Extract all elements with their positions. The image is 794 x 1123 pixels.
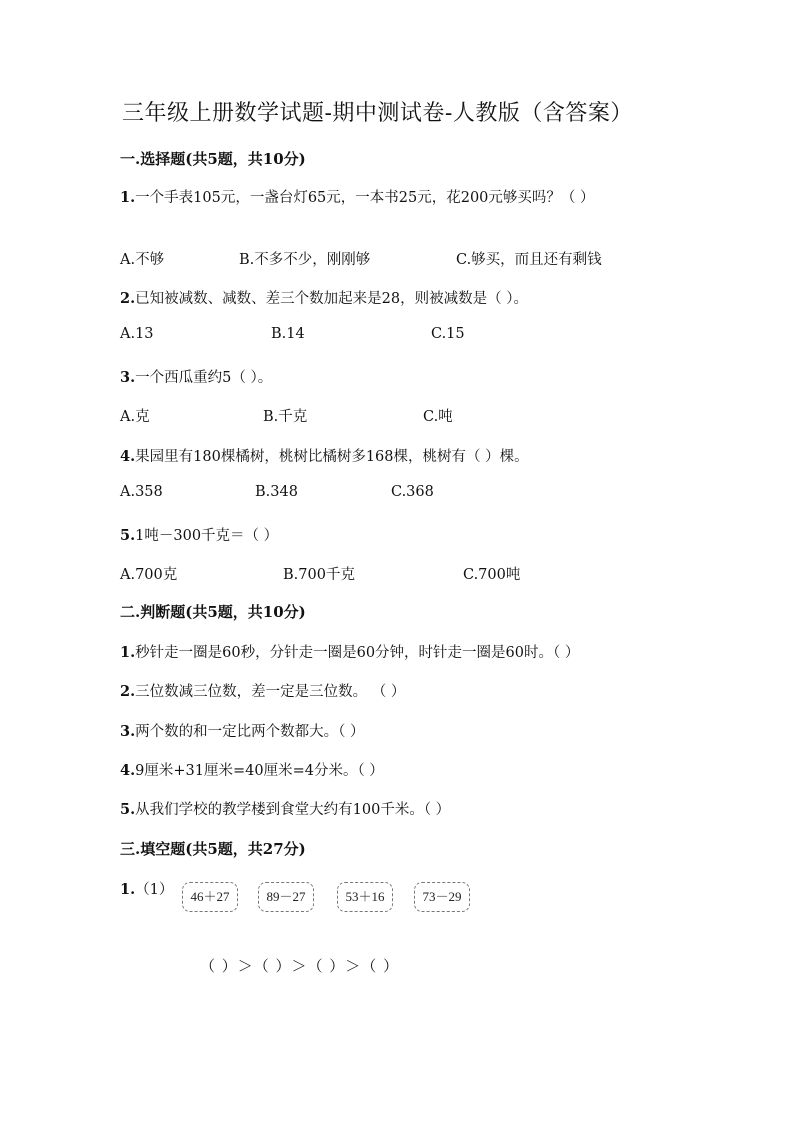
question-text: 1吨－300千克＝（ ） [135,528,279,544]
question-text: 9厘米+31厘米=40厘米=4分米。（ ） [135,763,384,779]
option-b: B.不多不少，刚刚够 [239,252,371,268]
question-text: 三位数减三位数，差一定是三位数。 （ ） [135,684,406,700]
judgment-3 [120,720,365,741]
sub-question-label: （1） [135,882,174,898]
option-c: C.368 [391,484,434,500]
option-b: B.14 [271,326,305,342]
question-3 [120,366,272,387]
expression-card: 53＋16 [337,882,393,912]
question-number: 3. [120,369,136,386]
question-5 [120,524,278,545]
expression-card: 73－29 [414,882,470,912]
question-number: 3. [120,723,136,740]
expression-card: 89－27 [258,882,314,912]
judgment-4 [120,759,384,780]
option-a: A.13 [120,326,154,342]
comparison-blanks: （ ）＞（ ）＞（ ）＞（ ） [200,957,400,975]
option-a: A.358 [120,484,163,500]
judgment-1 [120,641,579,662]
question-text: 秒针走一圈是60秒，分针走一圈是60分钟，时针走一圈是60时。（ ） [135,645,580,661]
question-text: 一个西瓜重约5（ ）。 [135,370,273,386]
question-number: 1. [120,644,136,661]
section-heading-choice: 一.选择题(共5题，共10分) [120,150,306,168]
question-number: 2. [120,683,136,700]
judgment-5 [120,798,450,819]
question-number: 2. [120,290,136,307]
option-b: B.700千克 [283,567,355,583]
section-heading-judgment: 二.判断题(共5题，共10分) [120,603,306,621]
question-number: 5. [120,527,136,544]
judgment-2 [120,680,405,701]
question-number: 1. [120,189,136,206]
option-b: B.千克 [263,409,308,425]
fill-question-1 [120,878,173,899]
question-number: 4. [120,448,136,465]
page-title: 三年级上册数学试题-期中测试卷-人教版（含答案） [122,101,633,126]
question-text: 从我们学校的教学楼到食堂大约有100千米。（ ） [135,802,451,818]
question-number: 5. [120,801,136,818]
question-text: 两个数的和一定比两个数都大。（ ） [135,724,365,740]
question-text: 已知被减数、减数、差三个数加起来是28，则被减数是（ ）。 [135,291,528,307]
option-c: C.够买，而且还有剩钱 [456,252,602,268]
question-2 [120,287,528,308]
question-4 [120,445,529,466]
question-number: 1. [120,881,136,898]
option-c: C.吨 [423,409,453,425]
option-b: B.348 [255,484,298,500]
option-c: C.15 [431,326,465,342]
option-a: A.不够 [120,252,165,268]
question-text: 果园里有180棵橘树，桃树比橘树多168棵，桃树有（ ）棵。 [135,449,529,465]
expression-card: 46＋27 [182,882,238,912]
option-c: C.700吨 [463,567,521,583]
option-a: A.700克 [120,567,178,583]
section-heading-fill: 三.填空题(共5题，共27分) [120,840,306,858]
question-text: 一个手表105元，一盏台灯65元，一本书25元，花200元够买吗？（ ） [135,190,595,206]
question-number: 4. [120,762,136,779]
option-a: A.克 [120,409,150,425]
question-1 [120,186,595,207]
